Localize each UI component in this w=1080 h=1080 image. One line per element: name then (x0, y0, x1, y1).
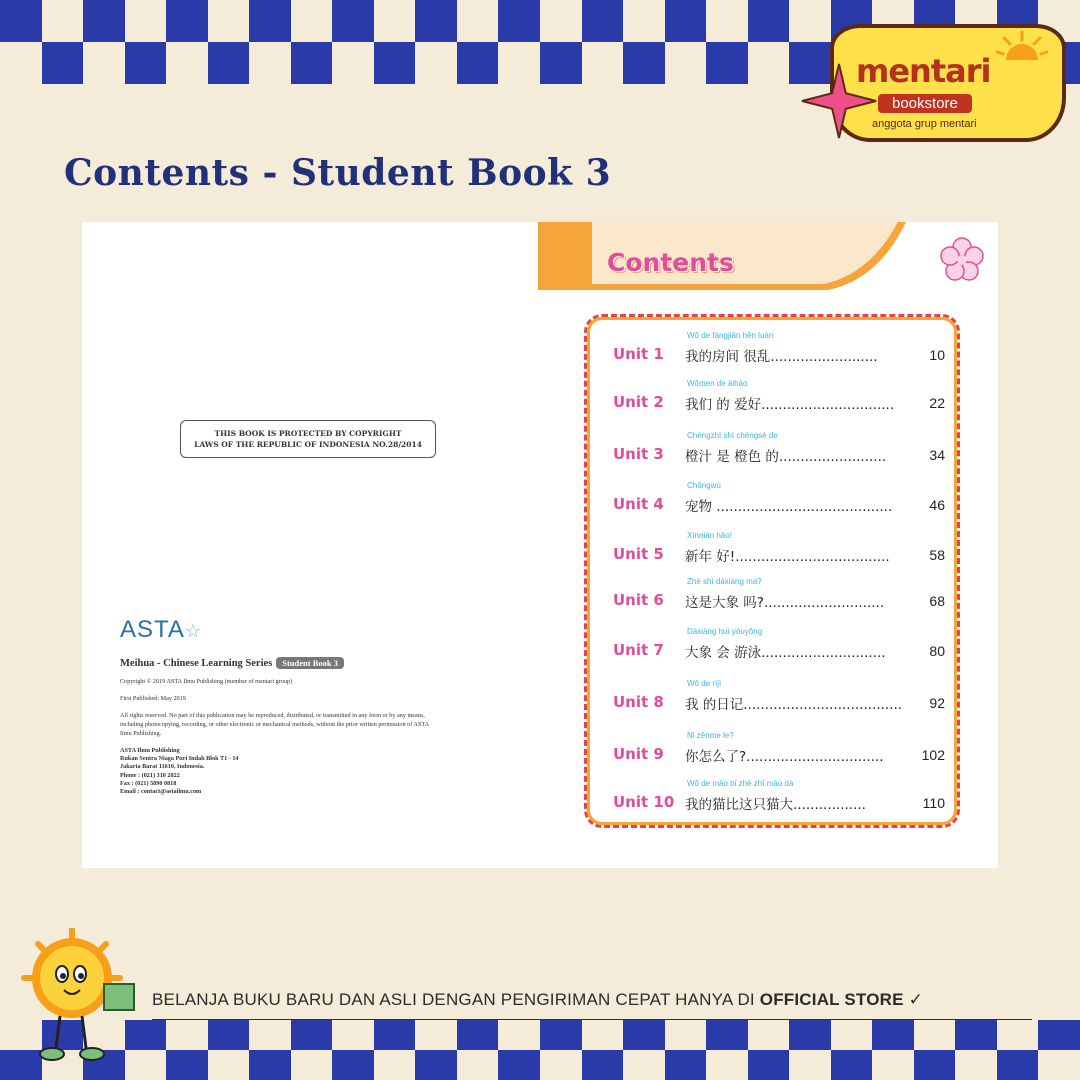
logo-name: mentari (856, 52, 991, 90)
toc-pinyin: Wǒ de māo bǐ zhè zhī māo dà (687, 779, 794, 788)
page-title: Contents - Student Book 3 (64, 152, 612, 194)
toc-unit-label: Unit 5 (613, 545, 664, 563)
toc-page-number: 46 (929, 497, 945, 513)
address-line-1: Rukan Sentra Niaga Puri Indah Blok T1 - 14 (120, 755, 239, 763)
toc-row (587, 621, 963, 671)
toc-unit-label: Unit 2 (613, 393, 664, 411)
toc-unit-label: Unit 6 (613, 591, 664, 609)
toc-page-number: 92 (929, 695, 945, 711)
toc-pinyin: Dàxiàng huì yóuyǒng (687, 627, 763, 636)
rights-text: All rights reserved. No part of this publication may be reproduced, distributed, or transmitted in any form or by any means, including photocopying, recording, or other electronic or mechanical methods, without the prior written permission of ASTA Ilmu Publishing. (120, 712, 429, 737)
toc-unit-label: Unit 4 (613, 495, 664, 513)
logo-sub: bookstore (878, 94, 972, 113)
star-icon: ☆ (184, 621, 203, 641)
toc-chinese-title: 我的猫比这只猫大................. (685, 797, 866, 813)
copyright-notice (180, 420, 436, 458)
promo-banner (152, 990, 1032, 1020)
copyright-line-1: THIS BOOK IS PROTECTED BY COPYRIGHT (214, 429, 402, 438)
toc-chinese-title: 我的房间 很乱......................... (685, 349, 878, 365)
sun-mascot-icon (20, 928, 150, 1068)
toc-chinese-title: 这是大象 吗?............................ (685, 595, 885, 611)
toc-unit-label: Unit 1 (613, 345, 664, 363)
toc-pinyin: Chéngzhī shì chéngsè de (687, 431, 778, 440)
toc-row (587, 475, 963, 525)
toc-unit-label: Unit 7 (613, 641, 664, 659)
first-published: First Published: May 2019 (120, 695, 186, 702)
book-spread (82, 222, 998, 868)
toc-row (587, 773, 963, 823)
publisher-address (120, 747, 440, 796)
toc-chinese-title: 宠物 ......................................... (685, 499, 893, 515)
series-title (120, 658, 440, 669)
table-of-contents (584, 314, 960, 828)
toc-unit-label: Unit 9 (613, 745, 664, 763)
publisher-logo-text: ASTA (120, 616, 185, 643)
toc-row (587, 425, 963, 475)
toc-page-number: 102 (921, 747, 945, 763)
sun-icon (996, 30, 1048, 64)
check-icon: ✓ (908, 990, 924, 1009)
toc-row (587, 673, 963, 723)
toc-unit-label: Unit 10 (613, 793, 675, 811)
toc-pinyin: Chǒngwù (687, 481, 721, 490)
toc-chinese-title: 我们 的 爱好............................... (685, 397, 895, 413)
toc-pinyin: Wǒmen de àihào (687, 379, 748, 388)
toc-page-number: 68 (929, 593, 945, 609)
toc-row (587, 725, 963, 775)
toc-pinyin: Wǒ de fángjiān hěn luàn (687, 331, 774, 340)
address-fax: Fax : (021) 5890 0818 (120, 779, 177, 787)
toc-pinyin: Wǒ de rìjì (687, 679, 722, 688)
copyright-line-2: LAWS OF THE REPUBLIC OF INDONESIA NO.28/2014 (194, 440, 422, 449)
toc-page-number: 80 (929, 643, 945, 659)
address-phone: Phone : (021) 310 2822 (120, 771, 180, 779)
banner-official-store: OFFICIAL STORE (759, 990, 904, 1009)
logo-tagline: anggota grup mentari (872, 118, 977, 130)
imprint (120, 658, 440, 796)
toc-page-number: 110 (922, 795, 945, 811)
toc-pinyin: Nǐ zěnme le? (687, 731, 734, 740)
toc-chinese-title: 大象 会 游泳............................. (685, 645, 886, 661)
bottom-checker-border (0, 1020, 1080, 1080)
toc-row (587, 525, 963, 575)
toc-row (587, 325, 963, 375)
book-label-badge: Student Book 3 (276, 657, 344, 669)
toc-chinese-title: 你怎么了?................................ (685, 749, 884, 765)
contents-heading: Contents (607, 248, 734, 277)
toc-pinyin: Zhè shì dàxiàng ma? (687, 577, 762, 586)
toc-pinyin: Xīnnián hǎo! (687, 531, 732, 540)
toc-page-number: 58 (929, 547, 945, 563)
publisher-logo (120, 616, 202, 644)
brand-logo[interactable] (800, 16, 1070, 142)
toc-unit-label: Unit 3 (613, 445, 664, 463)
toc-row (587, 571, 963, 621)
toc-page-number: 10 (929, 347, 945, 363)
toc-row (587, 373, 963, 423)
toc-unit-label: Unit 8 (613, 693, 664, 711)
toc-chinese-title: 橙汁 是 橙色 的......................... (685, 449, 887, 465)
toc-page-number: 22 (929, 395, 945, 411)
address-line-2: Jakarta Barat 11610, Indonesia. (120, 763, 205, 771)
toc-page-number: 34 (929, 447, 945, 463)
series-name: Meihua - Chinese Learning Series (120, 658, 273, 669)
copyright-text: Copyright © 2019 ASTA Ilmu Publishing (member of mentari group) (120, 678, 293, 685)
banner-text: BELANJA BUKU BARU DAN ASLI DENGAN PENGIRIMAN CEPAT HANYA DI (152, 990, 760, 1009)
toc-chinese-title: 新年 好!.................................... (685, 549, 890, 565)
address-name: ASTA Ilmu Publishing (120, 747, 180, 754)
sakura-flower-icon (938, 236, 986, 284)
address-email: Email : contact@astailmu.com (120, 788, 202, 796)
toc-chinese-title: 我 的日记..................................... (685, 697, 903, 713)
